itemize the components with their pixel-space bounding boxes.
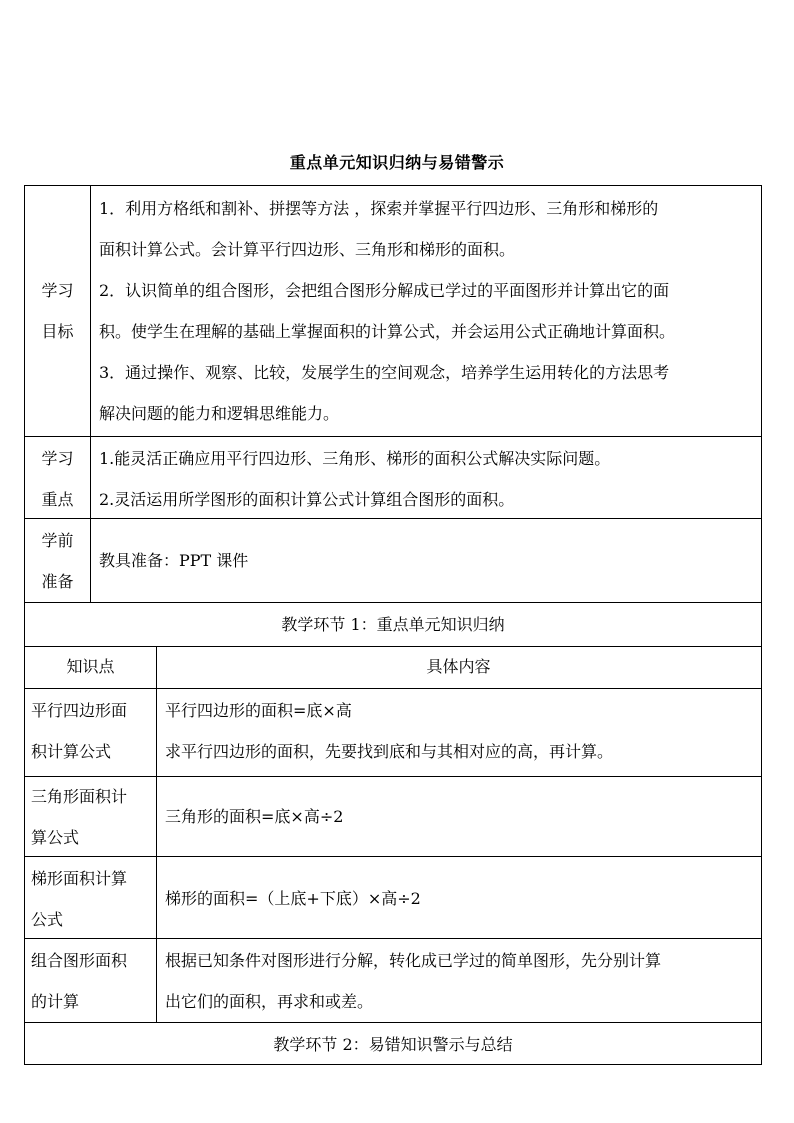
column-header-content: 具体内容 xyxy=(426,657,491,676)
column-header-point: 知识点 xyxy=(66,657,115,676)
content-triangle: 三角形的面积=底×高÷2 xyxy=(165,807,344,826)
prep-content: 教具准备：PPT 课件 xyxy=(99,551,249,570)
section1-heading: 教学环节 1：重点单元知识归纳 xyxy=(281,615,505,634)
objectives-label: 学习 目标 xyxy=(41,281,74,341)
row-divider xyxy=(25,1022,761,1023)
knowledge-point-trapezoid: 梯形面积计算 公式 xyxy=(31,869,128,929)
row-divider xyxy=(25,436,761,437)
content-parallelogram: 平行四边形的面积=底×高 求平行四边形的面积，先要找到底和与其相对应的高，再计算。 xyxy=(165,701,614,761)
knowledge-point-parallelogram: 平行四边形面 积计算公式 xyxy=(31,701,128,761)
section2-heading: 教学环节 2：易错知识警示与总结 xyxy=(273,1035,513,1054)
row-divider xyxy=(25,602,761,603)
prep-label: 学前 准备 xyxy=(41,531,74,591)
content-trapezoid: 梯形的面积=（上底+下底）×高÷2 xyxy=(165,889,421,908)
knowledge-point-composite: 组合图形面积 的计算 xyxy=(31,951,128,1011)
knowledge-point-triangle: 三角形面积计 算公式 xyxy=(31,787,128,847)
column-divider xyxy=(90,186,91,602)
page-title: 重点单元知识归纳与易错警示 xyxy=(289,153,505,172)
row-divider xyxy=(25,688,761,689)
column-divider xyxy=(156,646,157,1022)
objectives-content: 1．利用方格纸和割补、拼摆等方法 ，探索并掌握平行四边形、三角形和梯形的 面积计算公式。会计算平行四边形、三角形和梯形的面积。 2．认识简单的组合图形，会把组合图形分解成已学过的平面图形并计算出它的面 积。使学生在理解的基础上掌握面积的计算公式，并会运用公式正确地计算面积。 3．通过操作、观察、比较，发展学生的空间观念，培养学生运用转化的方法思考 解决问题的能力和逻辑思维能力。 xyxy=(99,199,676,423)
focus-content: 1.能灵活正确应用平行四边形、三角形、梯形的面积公式解决实际问题。 2.灵活运用所学图形的面积计算公式计算组合图形的面积。 xyxy=(99,449,611,509)
content-composite: 根据已知条件对图形进行分解，转化成已学过的简单图形，先分别计算 出它们的面积，再求和或差。 xyxy=(165,951,662,1011)
lesson-table xyxy=(24,185,762,1065)
focus-label: 学习 重点 xyxy=(41,449,74,509)
